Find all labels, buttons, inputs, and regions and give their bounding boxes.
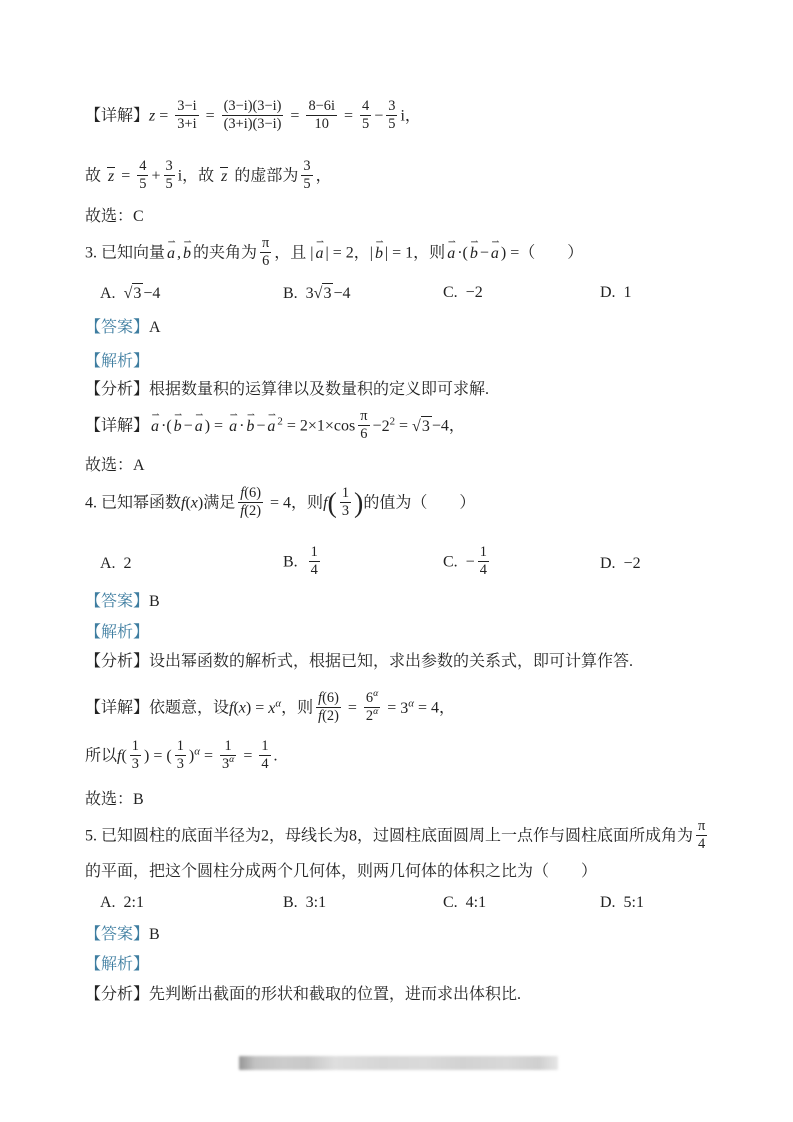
q5-option-b: B. 3:1 bbox=[283, 894, 327, 911]
question-4-stem: 4. 已知幂函数f(x)满足 $\frac{f(6)}{f(2)}$ = 4，则f( $\frac{1}{3}$ )的值为（ ） bbox=[85, 485, 476, 520]
q2-solution-conjugate: 故 z = $\frac{4}{5}$ + $\frac{3}{5}$ i，故 z 的虚部为 $\frac{3}{5}$ ， bbox=[85, 158, 332, 192]
q5-analysis-line: 【分析】先判断出截面的形状和截取的位置，进而求出体积比. bbox=[85, 986, 522, 1003]
q4-analysis-line: 【分析】设出幂函数的解析式，根据已知，求出参数的关系式，即可计算作答. bbox=[85, 653, 634, 670]
q3-option-d: D. 1 bbox=[600, 284, 632, 301]
q5-option-c: C. 4:1 bbox=[443, 894, 487, 911]
q3-analysis-header: 【解析】 bbox=[85, 353, 150, 370]
q4-option-b: B. $\frac{1}{4}$ bbox=[283, 544, 318, 578]
q4-analysis-header: 【解析】 bbox=[85, 624, 150, 641]
q3-answer-line bbox=[85, 318, 161, 339]
q5-analysis-header: 【解析】 bbox=[85, 956, 150, 973]
q3-choice-line: 故选：A bbox=[85, 457, 145, 474]
q4-solution-detail: 【详解】依题意，设$f(x) = x^\alpha$，则 $\frac{f(6)}{f(2)}$ = $\frac{6^\alpha}{2^\alpha}$ = $3^\alpha = 4$， bbox=[85, 688, 456, 724]
q5-option-a: A. 2:1 bbox=[100, 894, 144, 911]
q4-option-a: A. 2 bbox=[100, 555, 132, 572]
answer-value: B bbox=[149, 593, 160, 610]
answer-label: 【答案】 bbox=[85, 593, 150, 610]
q4-choice-line: 故选：B bbox=[85, 791, 144, 808]
q5-option-d: D. 5:1 bbox=[600, 894, 644, 911]
answer-label: 【答案】 bbox=[85, 319, 150, 336]
q3-option-b: B. 3√3 −4 bbox=[283, 283, 350, 305]
answer-value: B bbox=[149, 926, 160, 943]
q2-choice-line: 故选：C bbox=[85, 208, 144, 225]
q4-option-d: D. −2 bbox=[600, 555, 641, 572]
q3-option-a: A. √3 −4 bbox=[100, 283, 160, 305]
watermark-blur bbox=[239, 1056, 558, 1070]
q4-answer-line bbox=[85, 592, 160, 613]
q4-solution-detail-2: 所以f( $\frac{1}{3}$ ) = ( $\frac{1}{3}$ )$^\alpha$ = $\frac{1}{3^\alpha}$ = $\frac{1}{4}$ . bbox=[85, 738, 278, 772]
q4-option-c: C. − $\frac{1}{4}$ bbox=[443, 544, 487, 578]
q3-option-c: C. −2 bbox=[443, 284, 483, 301]
answer-value: A bbox=[149, 319, 161, 336]
question-5-stem-line1: 5. 已知圆柱的底面半径为2，母线长为8，过圆柱底面圆周上一点作与圆柱底面所成角为 $\frac{\pi}{4}$ bbox=[85, 818, 706, 852]
q3-analysis-line: 【分析】根据数量积的运算律以及数量积的定义即可求解. bbox=[85, 381, 490, 398]
q5-answer-line bbox=[85, 925, 160, 946]
answer-label: 【答案】 bbox=[85, 926, 150, 943]
question-3-stem: 3. 已知向量 a ⇀ , b ⇀ 的夹角为 $\frac{\pi}{6}$ ，且 | a ⇀ | = 2，| b ⇀ | = 1，则 a ⇀ ·( b ⇀ − a ⇀ ) =（ ） bbox=[85, 237, 583, 271]
q3-solution-detail: 【详解】 a ⇀ ·( b ⇀ − a ⇀ ) = a ⇀ · b ⇀ − a ⇀ $^2$ = 2×1×cos $\frac{\pi}{6}$ $-2^2 = √3 -4$， bbox=[85, 410, 465, 444]
question-5-stem-line2: 的平面，把这个圆柱分成两个几何体，则两几何体的体积之比为（ ） bbox=[85, 863, 598, 880]
q2-solution-detail: 【详解】z = $\frac{3-i}{3+i}$ = $\frac{(3-i)(3-i)}{(3+i)(3-i)}$ = $\frac{8-6i}{10}$ = $\frac{4}{5}$ − $\frac{3}{5}$ i， bbox=[85, 98, 421, 132]
